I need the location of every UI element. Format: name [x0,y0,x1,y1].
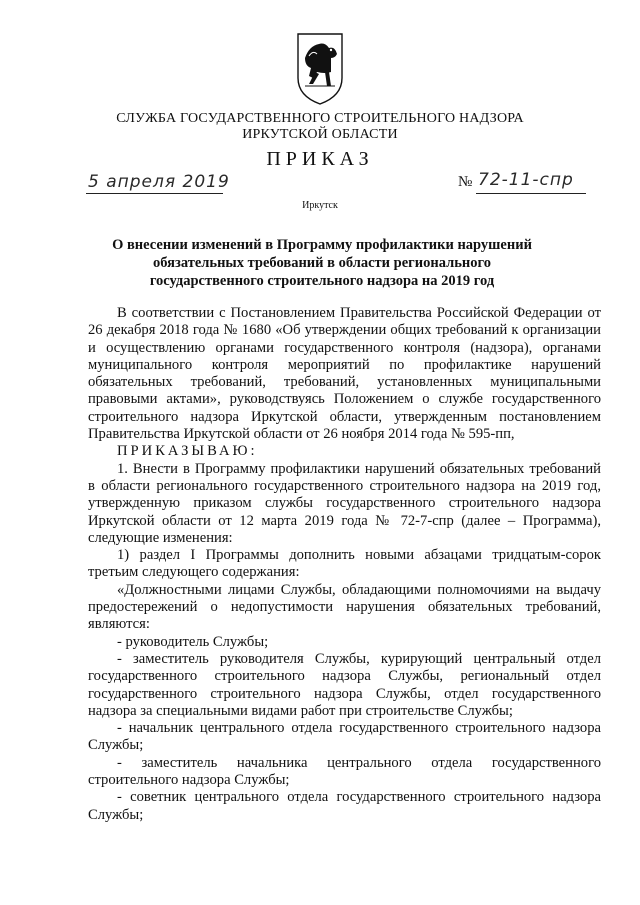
number-sign: № [458,174,473,190]
organization-name-line1: СЛУЖБА ГОСУДАРСТВЕННОГО СТРОИТЕЛЬНОГО НАДЗОРА [116,111,524,126]
preamble-paragraph: В соответствии с Постановлением Правительства Российской Федерации от 26 декабря 2018 года № 1680 «Об утверждении общих требований к организации и осуществлению органами государственного контроля (надзора), органами муниципального контроля мероприятий по профилактике нарушений обязательных требований, требований, установленных муниципальными правовыми актами», руководствуясь Положением о службе государственного строительного надзора Иркутской области, утвержденным постановлением Правительства Иркутской области от 26 ноября 2014 года № 595-пп, [88,305,601,443]
city-label: Иркутск [302,200,338,211]
coat-of-arms-icon [295,28,345,106]
document-type-title: ПРИКАЗ [266,148,374,170]
date-underline [86,193,223,194]
item-1-paragraph: 1. Внести в Программу профилактики нарушений обязательных требований в области регионального государственного строительного надзора на 2019 год, утвержденную приказом службы государственного строительного надзора Иркутской области от 12 марта 2019 года № 72-7-спр (далее – Программа), следующие изменения: [88,460,601,546]
list-item: - заместитель руководителя Службы, курирующий центральный отдел государственного строительного надзора Службы, региональный отдел государственного строительного надзора Службы, отдел государственного надзора за специальными видами работ при строительстве Службы; [88,650,601,719]
order-date-handwritten: 5 апреля 2019 [88,172,230,192]
number-underline [476,193,586,194]
order-title: О внесении изменений в Программу профилактики нарушений обязательных требований в области регионального государственного строительного надзора на 2019 год [112,237,532,289]
quote-intro-paragraph: «Должностными лицами Службы, обладающими полномочиями на выдачу предостережений о недопустимости нарушения обязательных требований, являются: [88,581,601,633]
list-item: - начальник центрального отдела государственного строительного надзора Службы; [88,720,601,754]
list-item: - советник центрального отдела государственного строительного надзора Службы; [88,789,601,823]
order-number-handwritten: 72-11-спр [478,170,574,190]
order-word: ПРИКАЗЫВАЮ: [117,443,258,460]
list-item: - заместитель начальника центрального отдела государственного строительного надзора Службы; [88,754,601,789]
item-1-1-paragraph: 1) раздел I Программы дополнить новыми абзацами тридцатым-сорок третьим следующего содержания: [88,547,601,581]
order-body [88,305,601,824]
list-item: - руководитель Службы; [117,633,269,650]
organization-name-line2: ИРКУТСКОЙ ОБЛАСТИ [242,127,398,142]
